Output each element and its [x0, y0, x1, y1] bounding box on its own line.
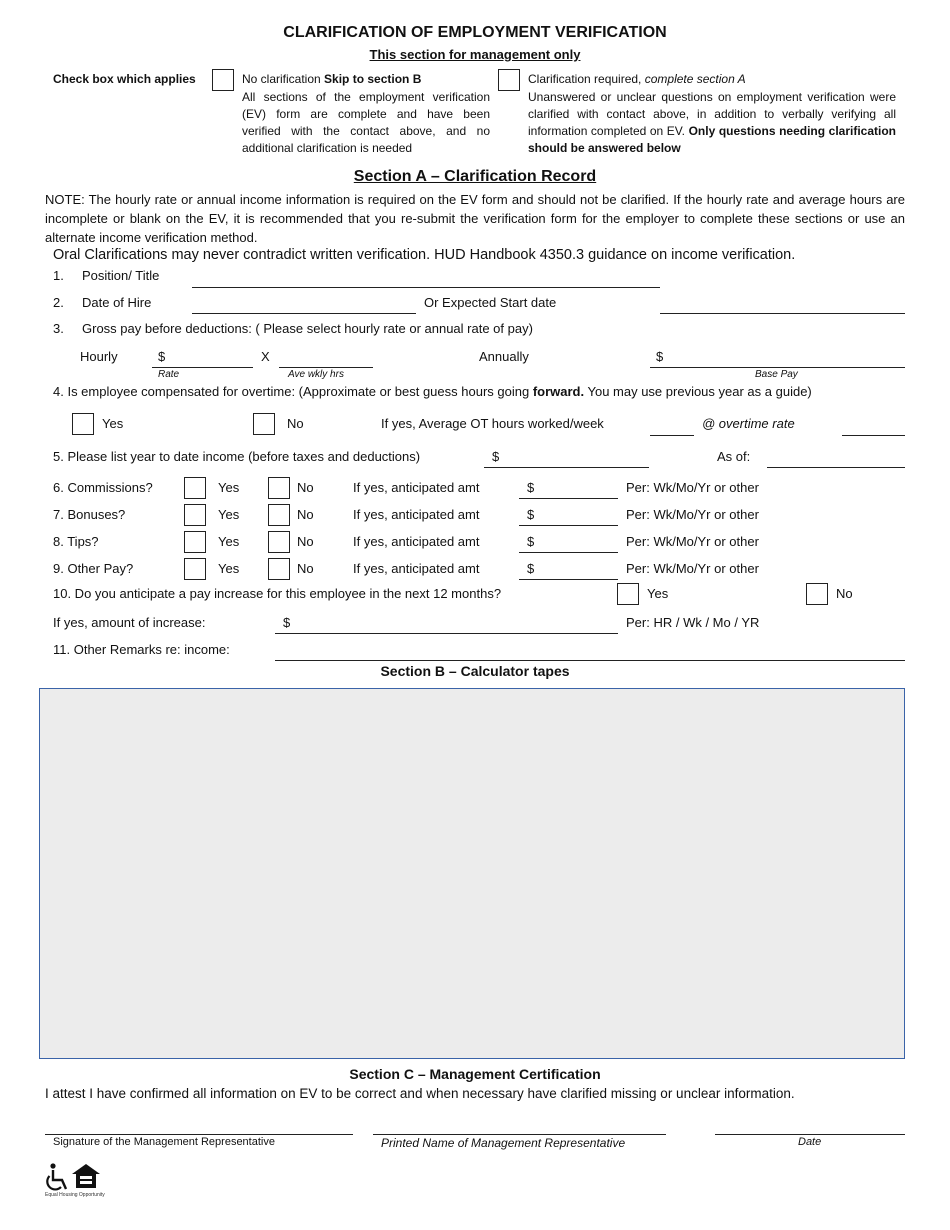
no-clarification-lead	[242, 72, 421, 86]
annually-label: Annually	[479, 349, 529, 364]
pay-row	[0, 558, 950, 584]
ot-rate-field[interactable]	[842, 435, 905, 436]
pay-row-label: 8. Tips?	[53, 534, 99, 549]
pay-row-yes-label: Yes	[218, 507, 240, 522]
clarification-body-bold: Only questions needing clarification should be answered below	[528, 124, 896, 155]
q2-number: 2.	[53, 295, 64, 310]
page-subtitle: This section for management only	[369, 47, 581, 62]
increase-per-label: Per: HR / Wk / Mo / YR	[626, 615, 760, 630]
pay-row-yes-checkbox[interactable]	[184, 477, 206, 499]
as-of-label: As of:	[717, 449, 751, 464]
other-remarks-field[interactable]	[275, 660, 905, 661]
pay-row-amount-field[interactable]	[519, 498, 618, 499]
overtime-yes-label: Yes	[102, 416, 124, 431]
calculator-tapes-area[interactable]	[39, 688, 905, 1059]
date-field[interactable]	[715, 1134, 905, 1135]
weekly-hours-field[interactable]	[279, 367, 373, 368]
pay-row-anticipated-label: If yes, anticipated amt	[353, 561, 480, 576]
pay-row-yes-checkbox[interactable]	[184, 558, 206, 580]
ot-hours-label: If yes, Average OT hours worked/week	[381, 416, 604, 431]
pay-row-no-label: No	[297, 507, 314, 522]
annual-dollar-sign: $	[656, 349, 664, 364]
pay-row-no-checkbox[interactable]	[268, 558, 290, 580]
accessibility-icon	[45, 1163, 71, 1193]
pay-row-no-checkbox[interactable]	[268, 531, 290, 553]
pay-row-no-label: No	[297, 534, 314, 549]
pay-increase-yes-label: Yes	[647, 586, 669, 601]
hourly-rate-field[interactable]	[152, 367, 253, 368]
complete-section-a-text: complete section A	[644, 72, 746, 86]
rate-caption: Rate	[158, 369, 180, 380]
page-title: CLARIFICATION OF EMPLOYMENT VERIFICATION	[283, 24, 667, 41]
pay-row-yes-checkbox[interactable]	[184, 531, 206, 553]
equal-housing-caption: Equal Housing Opportunity	[45, 1192, 105, 1198]
position-title-field[interactable]	[192, 287, 660, 288]
no-clarification-body: All sections of the employment verification (EV) form are complete and have been verified with the contact above, and no additional clarification is needed	[242, 90, 490, 155]
base-pay-field[interactable]	[650, 367, 905, 368]
q1-number: 1.	[53, 268, 64, 283]
pay-row	[0, 504, 950, 530]
pay-row-per-label: Per: Wk/Mo/Yr or other	[626, 561, 759, 576]
pay-increase-no-checkbox[interactable]	[806, 583, 828, 605]
skip-to-b-text: Skip to section B	[324, 72, 422, 86]
overtime-yes-checkbox[interactable]	[72, 413, 94, 435]
ytd-dollar-sign: $	[492, 449, 500, 464]
pay-row-dollar-sign: $	[527, 507, 535, 522]
pay-row-amount-field[interactable]	[519, 552, 618, 553]
q10-label: 10. Do you anticipate a pay increase for this employee in the next 12 months?	[53, 586, 502, 601]
clarification-required-checkbox[interactable]	[498, 69, 520, 91]
date-of-hire-field[interactable]	[192, 313, 416, 314]
base-pay-caption: Base Pay	[755, 369, 798, 380]
q3-number: 3.	[53, 321, 64, 336]
pay-row-per-label: Per: Wk/Mo/Yr or other	[626, 507, 759, 522]
hourly-label: Hourly	[80, 349, 118, 364]
increase-amount-field[interactable]	[275, 633, 618, 634]
pay-row-anticipated-label: If yes, anticipated amt	[353, 507, 480, 522]
printed-name-field[interactable]	[373, 1134, 666, 1135]
section-c-heading: Section C – Management Certification	[349, 1066, 601, 1082]
ot-rate-label: @ overtime rate	[702, 416, 795, 431]
pay-row	[0, 477, 950, 503]
pay-row-anticipated-label: If yes, anticipated amt	[353, 480, 480, 495]
section-a-heading: Section A – Clarification Record	[353, 168, 597, 185]
overtime-no-checkbox[interactable]	[253, 413, 275, 435]
overtime-no-label: No	[287, 416, 304, 431]
clarification-body-text: Unanswered or unclear questions on employment verification were clarified with contact above, in addition to verbally verifying all information completed on EV.	[528, 90, 896, 138]
q3-label: Gross pay before deductions: ( Please select hourly rate or annual rate of pay)	[82, 321, 533, 336]
q1-label: Position/ Title	[82, 268, 160, 283]
ot-hours-field[interactable]	[650, 435, 694, 436]
oral-clarification-note: Oral Clarifications may never contradict written verification. HUD Handbook 4350.3 guidance on income verification.	[53, 247, 796, 263]
q4-text-c: You may use previous year as a guide)	[584, 384, 812, 399]
check-box-label: Check box which applies	[53, 72, 196, 86]
ytd-income-field[interactable]	[484, 467, 649, 468]
pay-row-no-label: No	[297, 561, 314, 576]
pay-row-amount-field[interactable]	[519, 579, 618, 580]
increase-amount-label: If yes, amount of increase:	[53, 615, 206, 630]
pay-row-dollar-sign: $	[527, 534, 535, 549]
pay-increase-no-label: No	[836, 586, 853, 601]
expected-start-label: Or Expected Start date	[424, 295, 557, 310]
q4-text-bold: forward.	[532, 384, 585, 399]
pay-row-label: 9. Other Pay?	[53, 561, 134, 576]
no-clarification-lead-text: No clarification	[242, 72, 325, 86]
clarification-required-lead-text: Clarification required,	[528, 72, 645, 86]
pay-row-per-label: Per: Wk/Mo/Yr or other	[626, 480, 759, 495]
section-b-heading: Section B – Calculator tapes	[380, 663, 570, 679]
pay-increase-yes-checkbox[interactable]	[617, 583, 639, 605]
q11-label: 11. Other Remarks re: income:	[53, 642, 230, 657]
pay-row-no-checkbox[interactable]	[268, 477, 290, 499]
q4-label	[53, 384, 812, 399]
pay-row-yes-label: Yes	[218, 561, 240, 576]
attest-statement: I attest I have confirmed all information on EV to be correct and when necessary have clarified missing or unclear information.	[45, 1086, 795, 1101]
pay-row-no-label: No	[297, 480, 314, 495]
pay-row	[0, 531, 950, 557]
signature-field[interactable]	[45, 1134, 353, 1135]
increase-dollar-sign: $	[283, 615, 291, 630]
rate-dollar-sign: $	[158, 349, 166, 364]
date-label: Date	[798, 1136, 822, 1148]
pay-row-yes-checkbox[interactable]	[184, 504, 206, 526]
pay-row-amount-field[interactable]	[519, 525, 618, 526]
section-a-note: NOTE: The hourly rate or annual income information is required on the EV form and should not be clarified. If the hourly rate and average hours are incomplete or blank on the EV, it is recommended that you re-submit the verification form for the employer to complete these sections or use an alternate income verification method.	[45, 192, 905, 245]
q5-label: 5. Please list year to date income (before taxes and deductions)	[53, 449, 421, 464]
pay-row-label: 6. Commissions?	[53, 480, 153, 495]
as-of-date-field[interactable]	[767, 467, 905, 468]
pay-row-no-checkbox[interactable]	[268, 504, 290, 526]
q4-text-a: 4. Is employee compensated for overtime: (Approximate or best guess hours going	[53, 384, 533, 399]
clarification-required-lead	[528, 72, 746, 86]
pay-row-label: 7. Bonuses?	[53, 507, 126, 522]
pay-row-per-label: Per: Wk/Mo/Yr or other	[626, 534, 759, 549]
q2-label: Date of Hire	[82, 295, 152, 310]
printed-name-label: Printed Name of Management Representative	[381, 1136, 626, 1150]
clarification-required-body	[528, 89, 896, 157]
equal-housing-icon	[71, 1163, 101, 1189]
pay-row-yes-label: Yes	[218, 480, 240, 495]
pay-row-anticipated-label: If yes, anticipated amt	[353, 534, 480, 549]
no-clarification-checkbox[interactable]	[212, 69, 234, 91]
multiply-sign: X	[261, 349, 270, 364]
pay-row-dollar-sign: $	[527, 561, 535, 576]
pay-row-dollar-sign: $	[527, 480, 535, 495]
signature-label: Signature of the Management Representative	[53, 1136, 275, 1148]
expected-start-field[interactable]	[660, 313, 905, 314]
pay-row-yes-label: Yes	[218, 534, 240, 549]
weekly-hours-caption: Ave wkly hrs	[288, 369, 344, 380]
